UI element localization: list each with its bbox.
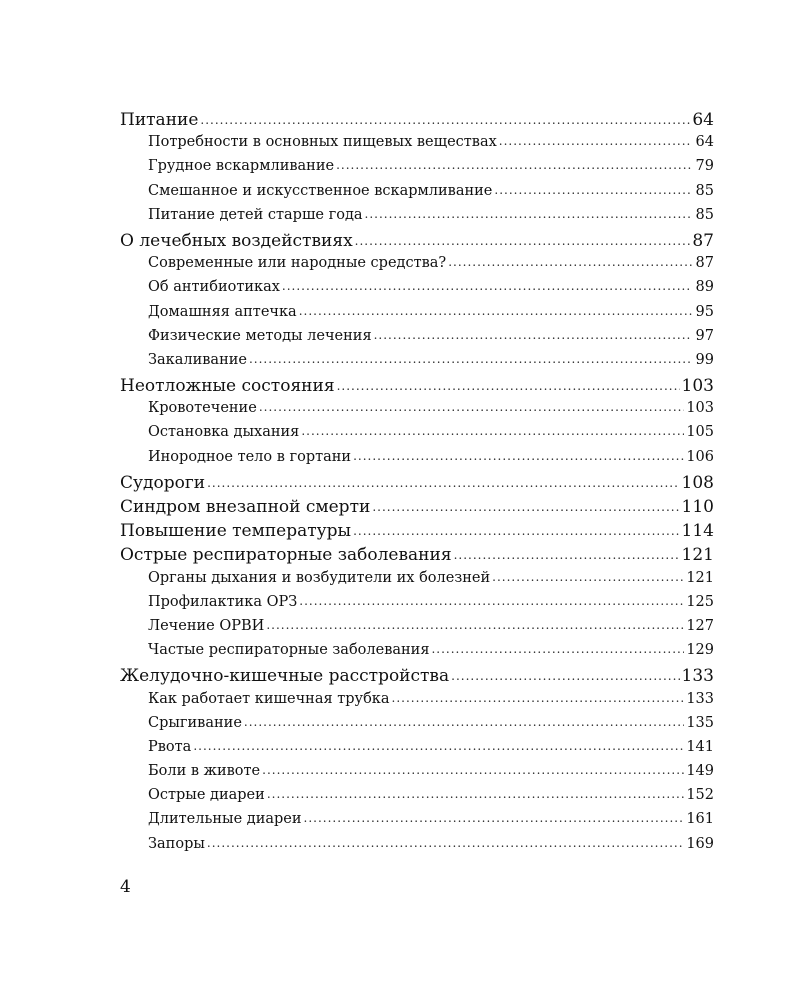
toc-entry [120,255,714,279]
toc-leader-dots [200,109,690,129]
toc-leader-dots [499,133,692,149]
toc-entry-title: Физические методы лечения [148,327,372,344]
toc-entry [120,763,714,787]
toc-leader-dots [266,617,684,633]
toc-entry-page: 95 [695,303,714,320]
toc-entry-page: 87 [692,230,714,251]
toc-leader-dots [336,157,692,173]
toc-entry [120,666,714,690]
toc-leader-dots [372,496,679,516]
toc-entry [120,304,714,328]
page-number: 4 [120,877,131,897]
toc-entry-page: 79 [695,158,714,175]
toc-entry-page: 152 [686,787,714,804]
toc-entry-page: 135 [686,714,714,731]
toc-entry-title: Профилактика ОРЗ [148,593,298,610]
toc-entry-title: Острые диареи [148,787,265,804]
toc-entry-title: Желудочно-кишечные расстройства [120,666,450,687]
toc-entry [120,158,714,182]
toc-entry-title: Синдром внезапной смерти [120,497,371,517]
toc-entry-page: 133 [686,690,714,707]
toc-entry-page: 114 [681,521,714,542]
toc-leader-dots [267,786,685,802]
toc-leader-dots [301,423,684,439]
toc-entry [120,521,714,545]
toc-entry [120,545,714,569]
toc-entry-page: 133 [681,666,714,687]
toc-entry [120,691,714,715]
toc-entry-page: 89 [695,279,714,296]
toc-entry-title: Рвота [148,738,192,755]
toc-leader-dots [353,448,684,464]
table-of-contents [120,110,714,860]
toc-entry-page: 64 [695,134,714,151]
toc-entry-page: 127 [686,617,714,634]
toc-leader-dots [451,665,679,685]
toc-leader-dots [249,351,692,367]
toc-entry [120,183,714,207]
toc-entry-page: 64 [692,110,714,130]
toc-entry [120,836,714,860]
toc-entry-page: 141 [686,738,714,755]
toc-entry-page: 99 [695,351,714,368]
toc-entry-page: 103 [681,376,714,397]
toc-entry-title: Частые респираторные заболевания [148,642,430,659]
toc-leader-dots [282,278,692,294]
toc-entry-title: Питание [120,110,199,130]
toc-entry-title: Срыгивание [148,714,242,731]
toc-entry [120,231,714,255]
toc-entry-page: 125 [686,593,714,610]
toc-entry [120,134,714,158]
toc-leader-dots [431,641,684,657]
toc-entry [120,400,714,424]
toc-entry-title: Длительные диареи [148,811,302,828]
toc-entry [120,207,714,231]
toc-leader-dots [353,520,679,540]
toc-entry [120,279,714,303]
toc-leader-dots [355,230,691,250]
toc-entry-page: 161 [686,811,714,828]
toc-entry-title: О лечебных воздействиях [120,230,353,251]
toc-leader-dots [374,327,692,343]
toc-entry-page: 129 [686,642,714,659]
toc-leader-dots [244,714,684,730]
toc-entry-title: Лечение ОРВИ [148,617,265,634]
toc-entry-title: Об антибиотиках [148,279,280,296]
toc-entry-page: 106 [686,448,714,465]
toc-entry-title: Домашняя аптечка [148,303,297,320]
toc-leader-dots [494,182,692,198]
toc-leader-dots [259,399,685,415]
toc-leader-dots [262,762,684,778]
toc-entry-title: Питание детей старше года [148,206,363,223]
toc-entry-page: 97 [695,327,714,344]
toc-entry [120,328,714,352]
toc-entry-page: 149 [686,763,714,780]
toc-leader-dots [337,375,680,395]
toc-entry-title: Кровотечение [148,400,257,417]
toc-leader-dots [207,472,679,492]
toc-entry [120,787,714,811]
toc-entry-title: Повышение температуры [120,521,352,542]
toc-entry-page: 103 [686,400,714,417]
toc-leader-dots [299,303,692,319]
toc-entry-page: 110 [681,497,714,517]
toc-entry-page: 108 [681,472,714,493]
toc-entry-title: Инородное тело в гортани [148,448,352,465]
toc-entry-title: Грудное вскармливание [148,158,335,175]
toc-leader-dots [492,569,684,585]
toc-entry-title: Судороги [120,472,206,493]
toc-entry [120,642,714,666]
toc-leader-dots [448,254,692,270]
toc-entry [120,594,714,618]
toc-entry [120,376,714,400]
toc-entry-title: Боли в животе [148,763,261,780]
toc-entry-page: 105 [686,424,714,441]
toc-leader-dots [207,835,684,851]
toc-entry-title: Органы дыхания и возбудители их болезней [148,569,491,586]
toc-entry [120,352,714,376]
toc-entry-title: Острые респираторные заболевания [120,545,452,566]
toc-entry-title: Смешанное и искусственное вскармливание [148,182,493,199]
toc-entry [120,473,714,497]
toc-entry [120,715,714,739]
toc-leader-dots [193,738,684,754]
toc-entry-page: 85 [695,206,714,223]
toc-entry [120,739,714,763]
toc-entry-page: 85 [695,182,714,199]
toc-entry-title: Запоры [148,835,205,852]
toc-leader-dots [365,206,692,222]
toc-entry-page: 121 [681,545,714,566]
toc-entry-page: 87 [695,255,714,272]
toc-leader-dots [392,690,685,706]
toc-entry [120,110,714,134]
toc-entry [120,449,714,473]
toc-entry [120,811,714,835]
toc-entry-title: Остановка дыхания [148,424,300,441]
toc-leader-dots [304,810,685,826]
toc-entry [120,497,714,521]
toc-entry-page: 121 [686,569,714,586]
toc-leader-dots [454,544,680,564]
toc-entry-page: 169 [686,835,714,852]
toc-entry [120,618,714,642]
toc-entry-title: Как работает кишечная трубка [148,690,390,707]
toc-entry-title: Неотложные состояния [120,376,335,397]
toc-entry [120,424,714,448]
toc-entry-title: Современные или народные средства? [148,255,447,272]
toc-entry-title: Потребности в основных пищевых веществах [148,134,497,151]
toc-leader-dots [299,593,684,609]
toc-entry [120,570,714,594]
toc-entry-title: Закаливание [148,351,247,368]
